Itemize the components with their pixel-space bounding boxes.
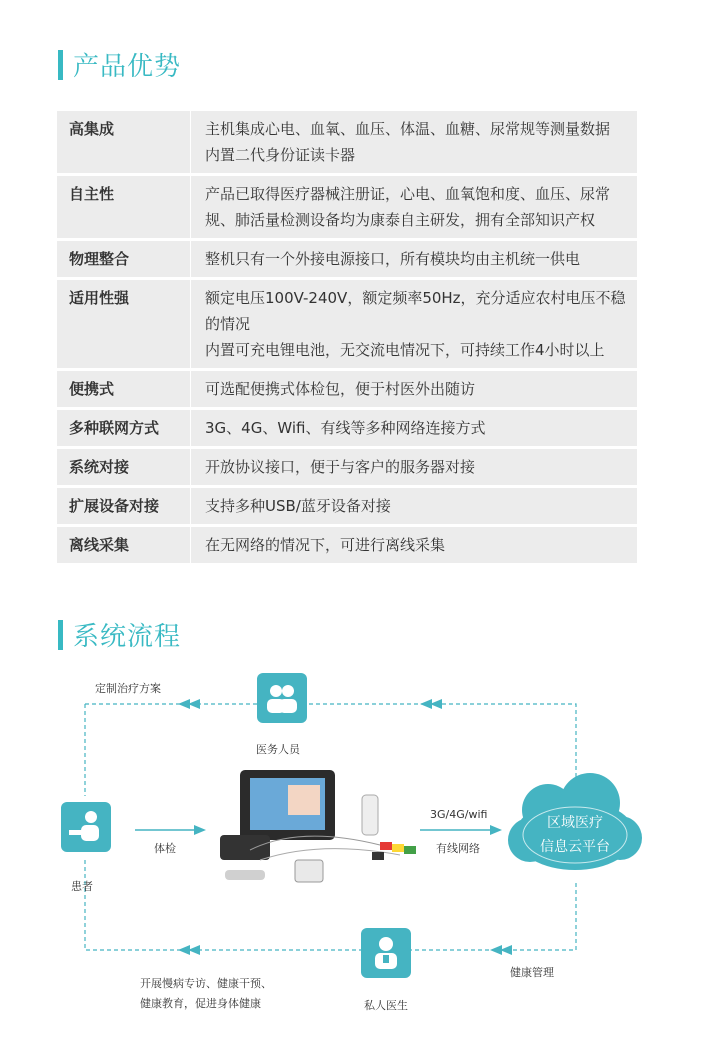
- flow-heading: [58, 616, 181, 653]
- advantage-value: [190, 371, 637, 407]
- medical-staff-icon: [257, 673, 307, 723]
- advantage-key: 系统对接: [69, 458, 130, 476]
- advantage-key: 物理整合: [69, 250, 130, 268]
- advantage-row: [57, 449, 637, 485]
- advantage-line: 3G、4G、Wifi、有线等多种网络连接方式: [205, 419, 486, 437]
- advantage-value: [190, 488, 637, 524]
- advantage-line: 在无网络的情况下，可进行离线采集: [205, 536, 446, 554]
- advantage-row: [57, 527, 637, 563]
- heading-bar: [58, 50, 63, 80]
- advantage-row: [57, 280, 637, 368]
- advantage-line: 产品已取得医疗器械注册证，心电、血氧饱和度、血压、尿常规、肺活量检测设备均为康泰自主研发，拥有全部知识产权: [205, 185, 611, 229]
- patient-icon: [61, 802, 111, 852]
- advantage-line: 开放协议接口，便于与客户的服务器对接: [205, 458, 476, 476]
- advantage-value: [190, 410, 637, 446]
- advantage-line: 内置二代身份证读卡器: [205, 146, 356, 164]
- plan-label: 定制治疗方案: [95, 682, 161, 695]
- system-flow-diagram: [0, 660, 720, 1051]
- wireless-network-label: 3G/4G/wifi: [430, 808, 488, 821]
- services-label-2: 健康教育，促进身体健康: [140, 997, 261, 1010]
- private-doctor-label: 私人医生: [364, 999, 408, 1012]
- advantage-row: [57, 241, 637, 277]
- cloud-label-1: 区域医疗: [547, 815, 603, 831]
- advantages-title: 产品优势: [73, 52, 182, 82]
- health-management-label: 健康管理: [510, 966, 554, 979]
- advantage-key: 离线采集: [69, 536, 130, 554]
- wired-network-label: 有线网络: [436, 842, 480, 855]
- advantages-table: [57, 111, 637, 566]
- services-label-1: 开展慢病专访、健康干预、: [140, 977, 272, 990]
- advantage-value: [190, 449, 637, 485]
- heading-bar: [58, 620, 63, 650]
- advantage-row: [57, 371, 637, 407]
- advantage-key: 扩展设备对接: [69, 497, 160, 515]
- advantage-row: [57, 176, 637, 238]
- advantage-line: 额定电压100V-240V，额定频率50Hz，充分适应农村电压不稳的情况: [205, 289, 626, 333]
- device-illustration: [220, 770, 416, 882]
- advantage-key: 自主性: [69, 185, 115, 203]
- advantage-line: 内置可充电锂电池，无交流电情况下，可持续工作4小时以上: [205, 341, 605, 359]
- cloud-label-2: 信息云平台: [540, 839, 610, 855]
- medical-staff-label: 医务人员: [256, 743, 300, 756]
- advantage-key: 高集成: [69, 120, 115, 138]
- bottom-dashed-line: [85, 860, 576, 950]
- advantage-value: [190, 280, 637, 368]
- advantage-key: 适用性强: [69, 289, 130, 307]
- advantage-line: 整机只有一个外接电源接口，所有模块均由主机统一供电: [205, 250, 581, 268]
- advantage-line: 可选配便携式体检包，便于村医外出随访: [205, 380, 476, 398]
- flow-title: 系统流程: [73, 622, 182, 652]
- advantage-key: 多种联网方式: [69, 419, 160, 437]
- advantage-row: [57, 410, 637, 446]
- advantage-line: 支持多种USB/蓝牙设备对接: [205, 497, 391, 515]
- advantage-row: [57, 488, 637, 524]
- advantage-key: 便携式: [69, 380, 115, 398]
- advantage-value: [190, 527, 637, 563]
- patient-label: 患者: [71, 880, 93, 893]
- private-doctor-icon: [361, 928, 411, 978]
- advantage-value: [190, 176, 637, 238]
- checkup-label: 体检: [154, 842, 176, 855]
- advantage-value: [190, 241, 637, 277]
- advantages-heading: [58, 46, 181, 83]
- advantage-row: [57, 111, 637, 173]
- advantage-value: [190, 111, 637, 173]
- advantage-line: 主机集成心电、血氧、血压、体温、血糖、尿常规等测量数据: [205, 120, 611, 138]
